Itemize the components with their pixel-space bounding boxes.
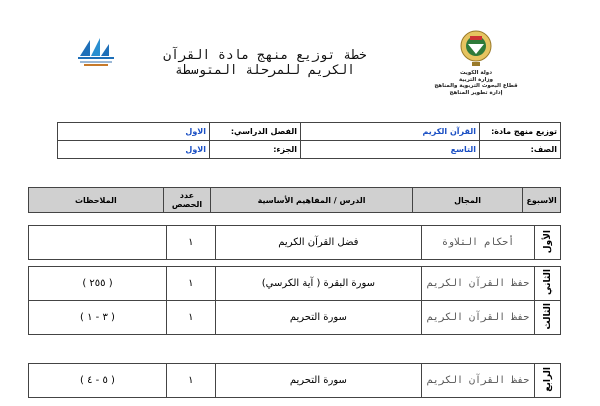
- plan-week-4: [28, 363, 561, 398]
- header-notes: الملاحظات: [29, 188, 164, 213]
- table-row: [29, 267, 561, 301]
- new-kuwait-logo: [76, 36, 116, 68]
- count-cell: ١: [188, 312, 194, 323]
- plan-week-1: [28, 225, 561, 260]
- title-line-2: الكريم للمرحلة المتوسطة: [174, 63, 355, 78]
- subject-label: توزيع منهج مادة:: [480, 123, 561, 141]
- week-label: الأول: [542, 229, 553, 254]
- grade-value: التاسع: [301, 141, 480, 159]
- notes-cell: ( ٢٥٥ ): [82, 278, 113, 289]
- field-cell: حفظ القرآن الكريم: [426, 311, 530, 323]
- ministry-emblem: [458, 28, 494, 68]
- plan-table-header: [28, 187, 561, 213]
- table-row: [29, 364, 561, 398]
- semester-value: الاول: [58, 123, 210, 141]
- lesson-cell: سورة البقرة ( آية الكرسي): [261, 278, 376, 289]
- part-value: الاول: [58, 141, 210, 159]
- lesson-cell: سورة التحريم: [289, 375, 347, 386]
- notes-cell: ( ٥ - ٤ ): [80, 375, 115, 386]
- part-label: الجزء:: [210, 141, 301, 159]
- plan-weeks-2-3: [28, 266, 561, 335]
- ministry-caption: [420, 70, 532, 96]
- grade-label: الصف:: [480, 141, 561, 159]
- table-row: [29, 226, 561, 260]
- ministry-line-3: قطاع البحوث التربوية والمناهج: [434, 83, 518, 89]
- field-cell: حفظ القرآن الكريم: [426, 374, 530, 386]
- ministry-line-4: إدارة تطوير المناهج: [449, 89, 503, 96]
- header-week: الاسبوع: [523, 188, 561, 213]
- header-lesson: الدرس / المفاهيم الأساسية: [211, 188, 413, 213]
- field-cell: حفظ القرآن الكريم: [426, 277, 530, 289]
- semester-label: الفصل الدراسي:: [210, 123, 301, 141]
- header-count: عدد الحصص: [163, 188, 211, 213]
- header-field: المجال: [412, 188, 522, 213]
- info-table: [57, 122, 561, 159]
- table-row: [29, 301, 561, 335]
- count-cell: ١: [188, 237, 194, 248]
- notes-cell: ( ٣ - ١ ): [80, 312, 115, 323]
- count-cell: ١: [188, 375, 194, 386]
- week-label: الثاني: [542, 269, 553, 296]
- subject-value: القرآن الكريم: [301, 123, 480, 141]
- week-label: الثالث: [542, 303, 553, 330]
- ministry-line-2: وزارة التربية: [458, 76, 494, 83]
- ministry-line-1: دولة الكويت: [459, 70, 493, 76]
- document-title: [130, 48, 400, 78]
- week-label: الرابع: [542, 367, 553, 392]
- count-cell: ١: [188, 278, 194, 289]
- field-cell: أحكام التلاوة: [441, 236, 515, 248]
- lesson-cell: سورة التحريم: [289, 312, 347, 323]
- title-line-1: خطة توزيع منهج مادة القرآن: [163, 48, 367, 63]
- lesson-cell: فضل القرآن الكريم: [278, 237, 359, 248]
